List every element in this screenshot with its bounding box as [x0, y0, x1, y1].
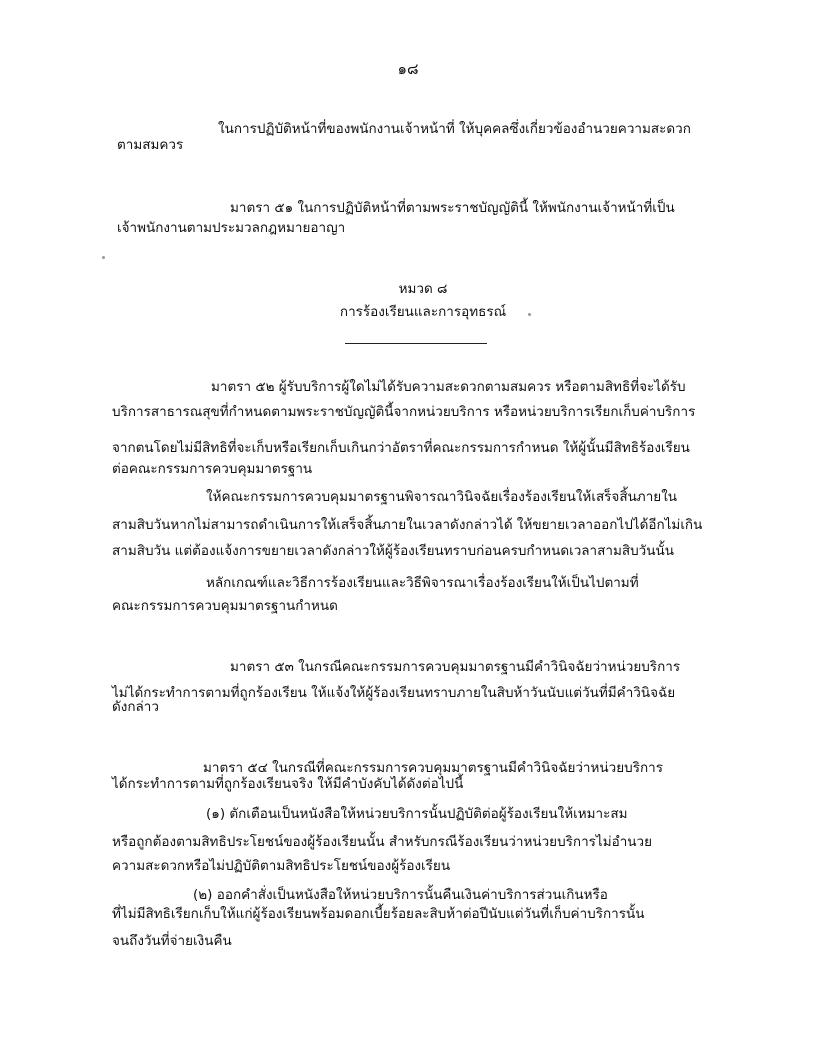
scan-speck	[102, 256, 105, 259]
list-item-1: (๑) ตักเตือนเป็นหนังสือให้หน่วยบริการนั้นปฏิบัติต่อผู้ร้องเรียนให้เหมาะสม	[206, 806, 628, 822]
paragraph-line: ที่ไม่มีสิทธิเรียกเก็บให้แก่ผู้ร้องเรียนพร้อมดอกเบี้ยร้อยละสิบห้าต่อปีนับแต่วันที่เก็บค่าบริการนั้น	[112, 906, 645, 922]
chapter-number: หมวด ๘	[398, 281, 448, 297]
paragraph-line: จากตนโดยไม่มีสิทธิที่จะเก็บหรือเรียกเก็บเกินกว่าอัตราที่คณะกรรมการกำหนด ให้ผู้นั้นมีสิทธิร้องเรียน	[112, 440, 690, 456]
list-item-2: (๒) ออกคำสั่งเป็นหนังสือให้หน่วยบริการนั้นคืนเงินค่าบริการส่วนเกินหรือ	[193, 887, 608, 903]
paragraph-line: ในการปฏิบัติหน้าที่ของพนักงานเจ้าหน้าที่ ให้บุคคลซึ่งเกี่ยวข้องอำนวยความสะดวก	[218, 121, 691, 137]
paragraph-line: สามสิบวันหากไม่สามารถดำเนินการให้เสร็จสิ้นภายในเวลาดังกล่าวได้ ให้ขยายเวลาออกไปได้อีกไม่เกิน	[112, 517, 703, 533]
page-number: ๑๘	[397, 60, 419, 78]
paragraph-line: เจ้าพนักงานตามประมวลกฎหมายอาญา	[117, 220, 346, 236]
paragraph-line: หรือถูกต้องตามสิทธิประโยชน์ของผู้ร้องเรียนนั้น สำหรับกรณีร้องเรียนว่าหน่วยบริการไม่อำนวย	[112, 834, 653, 850]
paragraph-line: ไม่ได้กระทำการตามที่ถูกร้องเรียน ให้แจ้งให้ผู้ร้องเรียนทราบภายในสิบห้าวันนับแต่วันที่มีคำวินิจฉัย	[112, 685, 676, 701]
section-52-heading: มาตรา ๕๒ ผู้รับบริการผู้ใดไม่ได้รับความสะดวกตามสมควร หรือตามสิทธิที่จะได้รับ	[211, 379, 686, 395]
paragraph-line: ได้กระทำการตามที่ถูกร้องเรียนจริง ให้มีคำบังคับได้ดังต่อไปนี้	[112, 776, 464, 792]
section-53-heading: มาตรา ๕๓ ในกรณีคณะกรรมการควบคุมมาตรฐานมีคำวินิจฉัยว่าหน่วยบริการ	[230, 659, 681, 675]
chapter-title: การร้องเรียนและการอุทธรณ์	[339, 304, 507, 320]
scan-speck	[528, 313, 531, 316]
paragraph-line: บริการสาธารณสุขที่กำหนดตามพระราชบัญญัตินี้จากหน่วยบริการ หรือหน่วยบริการเรียกเก็บค่าบริการ	[112, 404, 696, 420]
section-51-heading: มาตรา ๕๑ ในการปฏิบัติหน้าที่ตามพระราชบัญญัตินี้ ให้พนักงานเจ้าหน้าที่เป็น	[230, 200, 675, 216]
paragraph-line: หลักเกณฑ์และวิธีการร้องเรียนและวิธีพิจารณาเรื่องร้องเรียนให้เป็นไปตามที่	[206, 575, 639, 591]
chapter-divider	[345, 343, 487, 344]
paragraph-line: คณะกรรมการควบคุมมาตรฐานกำหนด	[112, 598, 338, 614]
paragraph-line: ความสะดวกหรือไม่ปฏิบัติตามสิทธิประโยชน์ของผู้ร้องเรียน	[112, 858, 451, 874]
paragraph-line: ดังกล่าว	[112, 699, 159, 715]
section-54-heading: มาตรา ๕๔ ในกรณีที่คณะกรรมการควบคุมมาตรฐานมีคำวินิจฉัยว่าหน่วยบริการ	[203, 760, 663, 776]
paragraph-line: สามสิบวัน แต่ต้องแจ้งการขยายเวลาดังกล่าวให้ผู้ร้องเรียนทราบก่อนครบกำหนดเวลาสามสิบวันนั้น	[112, 543, 674, 559]
paragraph-line: ต่อคณะกรรมการควบคุมมาตรฐาน	[112, 461, 313, 477]
paragraph-line: จนถึงวันที่จ่ายเงินคืน	[112, 933, 232, 949]
paragraph-line: ให้คณะกรรมการควบคุมมาตรฐานพิจารณาวินิจฉัยเรื่องร้องเรียนให้เสร็จสิ้นภายใน	[206, 489, 678, 505]
paragraph-line: ตามสมควร	[117, 137, 184, 153]
